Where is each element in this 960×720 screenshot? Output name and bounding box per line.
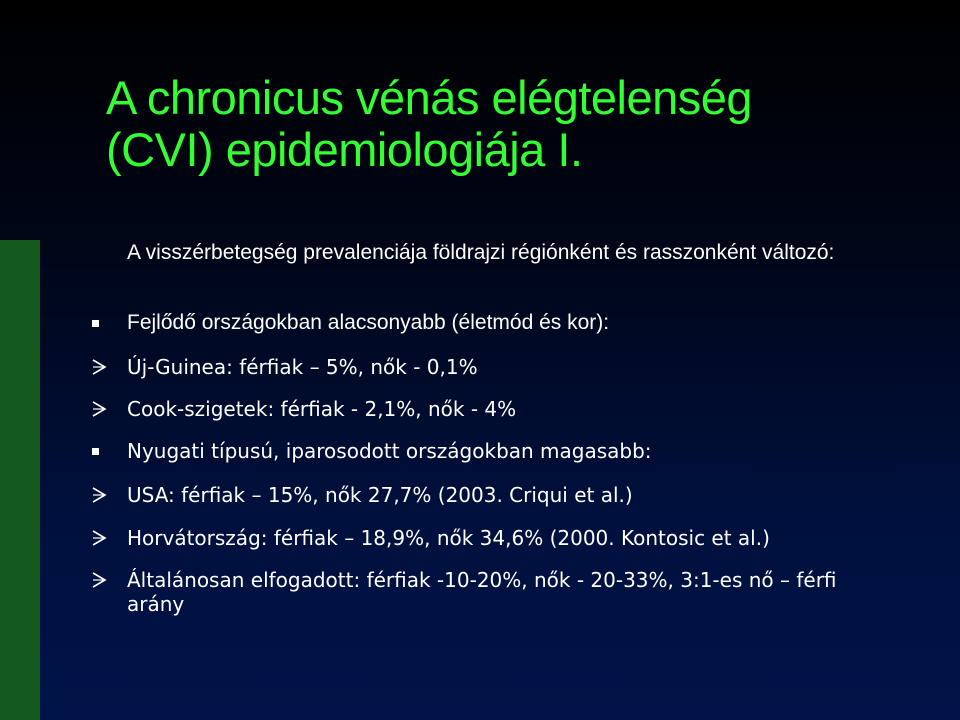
list-item-text: Horvátország: férfiak – 18,9%, nők 34,6% (2000. Kontosic et al.) xyxy=(127,526,770,550)
square-bullet-icon xyxy=(90,311,110,335)
slide-title-line-2: (CVI) epidemiologiája I. xyxy=(106,123,583,176)
slide-title-line-1: A chronicus vénás elégtelenség xyxy=(106,71,753,124)
slide-title xyxy=(106,72,946,176)
left-accent-bar xyxy=(0,240,40,720)
arrow-bullet-icon xyxy=(90,483,110,507)
arrow-bullet-icon xyxy=(90,568,110,592)
square-bullet-icon xyxy=(90,439,110,463)
arrow-bullet-icon xyxy=(90,526,110,550)
list-item-text: Új-Guinea: férfiak – 5%, nők - 0,1% xyxy=(127,355,478,379)
list-item-text: Általánosan elfogadott: férfiak -10-20%, nők - 20-33%, 3:1-es nő – férfi arány xyxy=(127,568,837,616)
list-item-text: USA: férfiak – 15%, nők 27,7% (2003. Criqui et al.) xyxy=(127,483,633,507)
arrow-bullet-icon xyxy=(90,355,110,379)
list-item-text: Cook-szigetek: férfiak - 2,1%, nők - 4% xyxy=(127,397,517,421)
list-item-text: Nyugati típusú, iparosodott országokban magasabb: xyxy=(127,439,652,463)
list-item-text: Fejlődő országokban alacsonyabb (életmód és kor): xyxy=(127,311,610,334)
arrow-bullet-icon xyxy=(90,397,110,421)
intro-text: A visszérbetegség prevalenciája földrajzi régiónként és rasszonként változó: xyxy=(127,241,835,264)
